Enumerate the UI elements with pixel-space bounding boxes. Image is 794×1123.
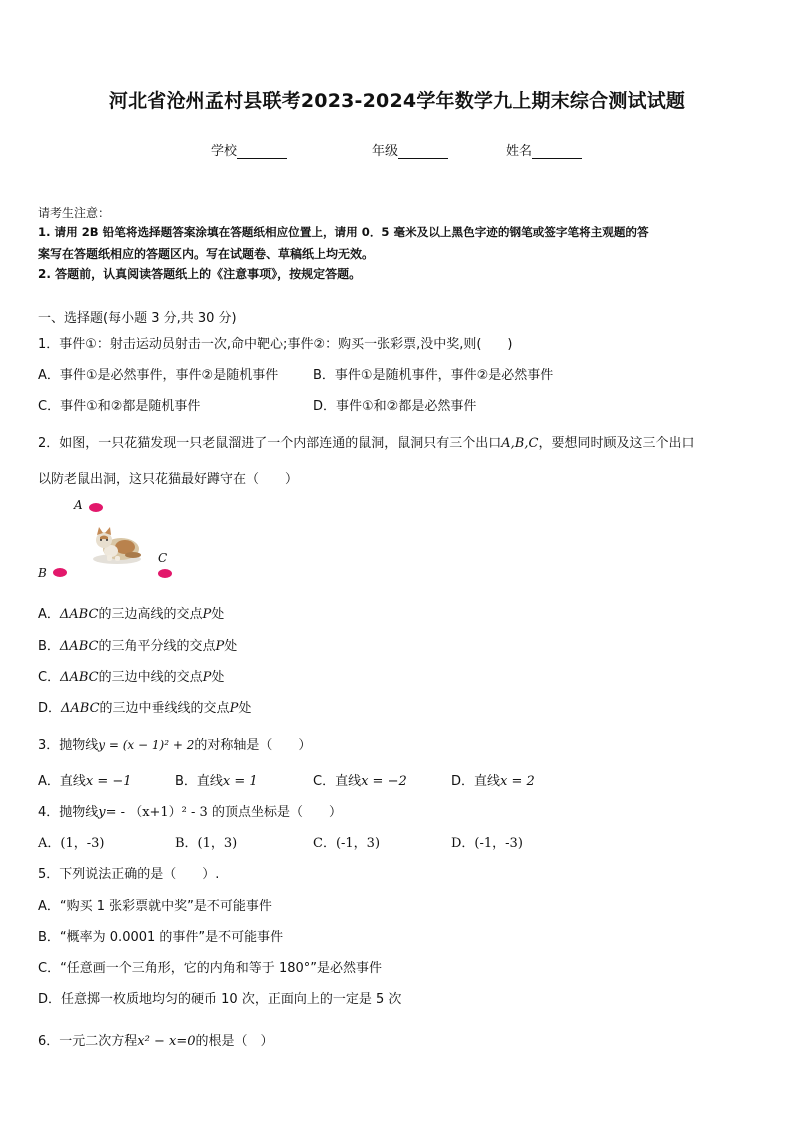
- grade-label: 年级: [372, 144, 399, 159]
- q5-stem: 5．下列说法正确的是（ ）.: [38, 867, 220, 882]
- q3-b-equation: x = 1: [222, 774, 258, 789]
- q3-stem-suffix: 的对称轴是（ ）: [194, 738, 312, 753]
- q4-stem-y: y: [98, 805, 106, 820]
- q4-option-b[interactable]: B．(1，3): [175, 836, 238, 851]
- q1-option-b[interactable]: B．事件①是随机事件，事件②是必然事件: [313, 368, 554, 383]
- q2-stem-text2: ，要想同时顾及这三个出口: [538, 436, 695, 451]
- q2-c-point: P: [202, 670, 212, 685]
- q5-option-a[interactable]: A．“购买 1 张彩票就中奖”是不可能事件: [38, 899, 272, 914]
- q2-a-prefix: A．: [38, 607, 60, 622]
- hole-b: [53, 568, 67, 577]
- grade-field[interactable]: [372, 140, 448, 159]
- q2-d-prefix: D．: [38, 701, 62, 716]
- q3-b-prefix: B．直线: [175, 774, 223, 789]
- q1-option-d[interactable]: D．事件①和②都是必然事件: [313, 399, 477, 414]
- q2-b-text: 的三角平分线的交点: [98, 639, 216, 654]
- q3-option-a[interactable]: [38, 770, 132, 789]
- point-a-label: A: [74, 498, 83, 512]
- q3-c-prefix: C．直线: [313, 774, 362, 789]
- q2-a-text: 的三边高线的交点: [98, 607, 203, 622]
- q2-c-text: 的三边中线的交点: [98, 670, 203, 685]
- hole-a: [89, 503, 103, 512]
- q2-d-suffix: 处: [238, 701, 252, 716]
- q3-formula: y = (x − 1)² + 2: [98, 738, 195, 752]
- q3-stem-prefix: 3．抛物线: [38, 738, 99, 753]
- q3-c-equation: x = −2: [361, 774, 407, 789]
- q3-d-prefix: D．直线: [451, 774, 501, 789]
- grade-blank[interactable]: [398, 146, 448, 159]
- q4-option-a[interactable]: A．(1，-3): [38, 836, 105, 851]
- q4-stem: [38, 801, 342, 820]
- q5-option-c[interactable]: C．“任意画一个三角形，它的内角和等于 180°”是必然事件: [38, 961, 382, 976]
- q2-stem-points: A,B,C: [501, 436, 539, 451]
- q3-stem: [38, 734, 311, 753]
- school-label: 学校: [211, 144, 238, 159]
- q3-a-equation: x = −1: [85, 774, 132, 789]
- q2-d-text: 的三边中垂线线的交点: [99, 701, 230, 716]
- q4-option-d[interactable]: D．(-1，-3): [451, 836, 523, 851]
- notice-item2: 2. 答题前，认真阅读答题纸上的《注意事项》，按规定答题。: [38, 267, 362, 281]
- q2-stem-line1: [38, 432, 694, 451]
- q2-option-c[interactable]: [38, 666, 224, 685]
- q2-c-triangle: ΔABC: [60, 670, 99, 685]
- q2-a-suffix: 处: [211, 607, 225, 622]
- section-heading: 一、选择题(每小题 3 分,共 30 分): [38, 311, 237, 326]
- q2-stem-line2: 以防老鼠出洞，这只花猫最好蹲守在（ ）: [38, 472, 299, 487]
- q3-option-b[interactable]: [175, 770, 258, 789]
- q6-stem-prefix: 6．一元二次方程: [38, 1034, 138, 1049]
- q2-option-a[interactable]: [38, 603, 224, 622]
- name-blank[interactable]: [532, 146, 582, 159]
- q4-option-c[interactable]: C．(-1，3): [313, 836, 381, 851]
- notice-item1-line2: 案写在答题纸相应的答题区内。写在试题卷、草稿纸上均无效。: [38, 247, 375, 261]
- q5-option-d[interactable]: D．任意掷一枚质地均匀的硬币 10 次，正面向上的一定是 5 次: [38, 992, 402, 1007]
- q6-stem-suffix: 的根是（ ）: [195, 1034, 274, 1049]
- q5-option-b[interactable]: B．“概率为 0.0001 的事件”是不可能事件: [38, 930, 284, 945]
- q2-option-b[interactable]: [38, 635, 237, 654]
- page-title: 河北省沧州孟村县联考2023-2024学年数学九上期末综合测试试题: [108, 90, 686, 112]
- q3-a-prefix: A．直线: [38, 774, 86, 789]
- point-c-label: C: [158, 551, 168, 565]
- q2-a-point: P: [202, 607, 212, 622]
- q2-b-point: P: [215, 639, 225, 654]
- q2-b-suffix: 处: [224, 639, 238, 654]
- q2-d-point: P: [229, 701, 239, 716]
- q6-equation: x² − x=0: [137, 1034, 196, 1049]
- school-blank[interactable]: [237, 146, 287, 159]
- cat-image: [91, 525, 143, 565]
- q2-b-triangle: ΔABC: [59, 639, 99, 654]
- q2-option-d[interactable]: [38, 697, 251, 716]
- q1-stem: 1．事件①：射击运动员射击一次,命中靶心;事件②：购买一张彩票,没中奖,则( ): [38, 337, 513, 352]
- q6-stem: [38, 1030, 274, 1049]
- q1-option-a[interactable]: A．事件①是必然事件，事件②是随机事件: [38, 368, 279, 383]
- q1-option-c[interactable]: C．事件①和②都是随机事件: [38, 399, 201, 414]
- hole-c: [158, 569, 172, 578]
- notice-heading: 请考生注意：: [38, 206, 111, 220]
- q4-stem-suffix: = - （x+1）² - 3 的顶点坐标是（ ）: [105, 805, 342, 820]
- name-field[interactable]: [506, 140, 582, 159]
- q2-a-triangle: ΔABC: [59, 607, 99, 622]
- q3-option-d[interactable]: [451, 770, 535, 789]
- q2-c-prefix: C．: [38, 670, 61, 685]
- q3-option-c[interactable]: [313, 770, 407, 789]
- q2-stem-text1: 2．如图，一只花猫发现一只老鼠溜进了一个内部连通的鼠洞，鼠洞只有三个出口: [38, 436, 502, 451]
- notice-item1-line1: 1. 请用 2B 铅笔将选择题答案涂填在答题纸相应位置上，请用 0．5 毫米及以上黑色字迹的钢笔或签字笔将主观题的答: [38, 225, 649, 239]
- q2-b-prefix: B．: [38, 639, 60, 654]
- q2-d-triangle: ΔABC: [61, 701, 100, 716]
- q4-stem-prefix: 4．抛物线: [38, 805, 99, 820]
- q2-figure: [36, 495, 186, 585]
- school-field[interactable]: [211, 140, 287, 159]
- point-b-label: B: [38, 566, 47, 580]
- q2-c-suffix: 处: [211, 670, 225, 685]
- name-label: 姓名: [506, 144, 533, 159]
- q3-d-equation: x = 2: [500, 774, 535, 789]
